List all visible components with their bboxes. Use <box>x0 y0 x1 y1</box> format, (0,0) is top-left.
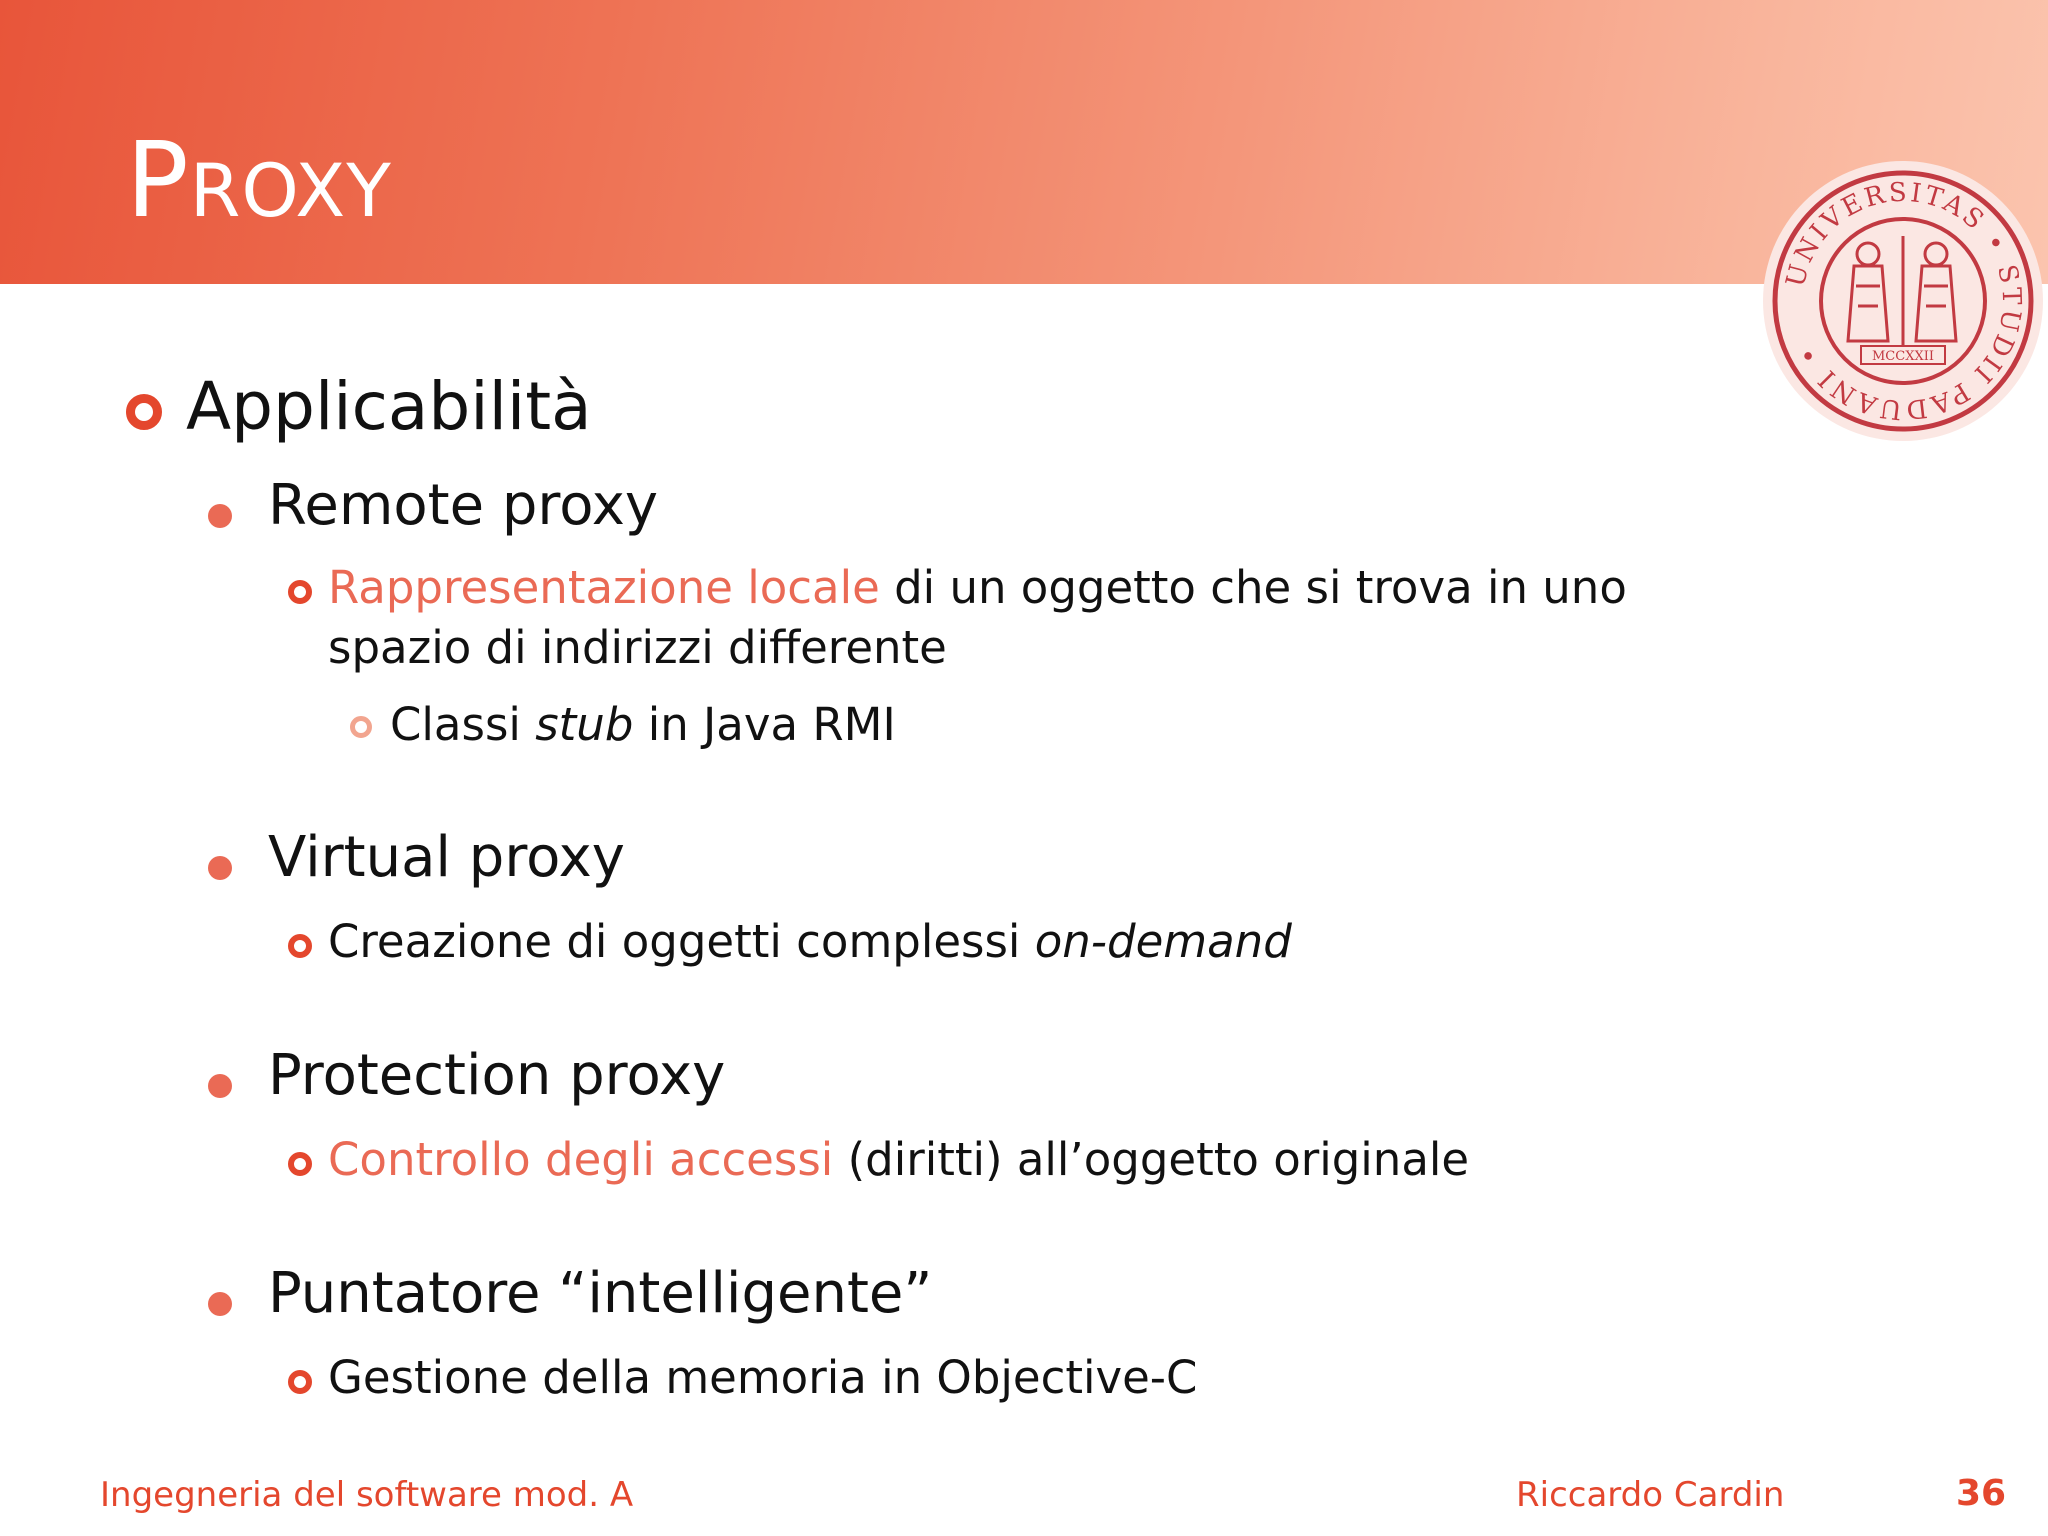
page-number: 36 <box>1956 1473 2007 1514</box>
section-label: Protection proxy <box>268 1043 726 1108</box>
footer-author: Riccardo Cardin <box>1516 1475 1785 1515</box>
remote-proxy-subitem <box>350 698 896 751</box>
item-text <box>328 912 1688 972</box>
heading-row <box>126 368 592 445</box>
item-rest: di un oggetto che si trova in uno spazio di indirizzi differente <box>328 561 1627 674</box>
section-virtual-proxy <box>208 825 625 890</box>
seal-year: MCCXXII <box>1872 349 1934 364</box>
seal-text: UNIVERSITAS • STUDII PADUANI • <box>1780 177 2027 425</box>
dot-bullet-icon <box>208 504 232 528</box>
dot-bullet-icon <box>208 1074 232 1098</box>
item-plain: Creazione di oggetti complessi <box>328 915 1035 968</box>
footer-course: Ingegneria del software mod. A <box>100 1475 634 1515</box>
smart-pointer-item <box>288 1348 1688 1408</box>
item-rest: (diritti) all’oggetto originale <box>833 1133 1470 1186</box>
subitem-text <box>390 698 896 751</box>
protection-proxy-item <box>288 1130 1688 1190</box>
subitem-before: Classi <box>390 698 536 751</box>
ring-bullet-icon <box>288 1152 312 1176</box>
item-text: Gestione della memoria in Objective-C <box>328 1351 1198 1404</box>
item-italic: on-demand <box>1034 915 1292 968</box>
subitem-after: in Java RMI <box>633 698 896 751</box>
subitem-italic: stub <box>535 698 634 751</box>
ring-bullet-icon <box>350 716 372 738</box>
item-highlight: Rappresentazione locale <box>328 561 880 614</box>
dot-bullet-icon <box>208 1292 232 1316</box>
dot-bullet-icon <box>208 856 232 880</box>
item-text <box>328 1130 1688 1190</box>
ring-bullet-icon <box>126 394 162 430</box>
section-label: Puntatore “intelligente” <box>268 1261 933 1326</box>
item-text <box>328 558 1688 678</box>
ring-bullet-icon <box>288 580 312 604</box>
section-label: Virtual proxy <box>268 825 625 890</box>
slide-title: Proxy <box>126 119 392 241</box>
section-remote-proxy <box>208 473 659 538</box>
section-smart-pointer <box>208 1261 933 1326</box>
item-highlight: Controllo degli accessi <box>328 1133 834 1186</box>
ring-bullet-icon <box>288 934 312 958</box>
virtual-proxy-item <box>288 912 1688 972</box>
university-seal <box>1758 156 2048 446</box>
remote-proxy-item <box>288 558 1688 678</box>
ring-bullet-icon <box>288 1370 312 1394</box>
heading-text: Applicabilità <box>186 368 592 445</box>
section-protection-proxy <box>208 1043 726 1108</box>
section-label: Remote proxy <box>268 473 659 538</box>
